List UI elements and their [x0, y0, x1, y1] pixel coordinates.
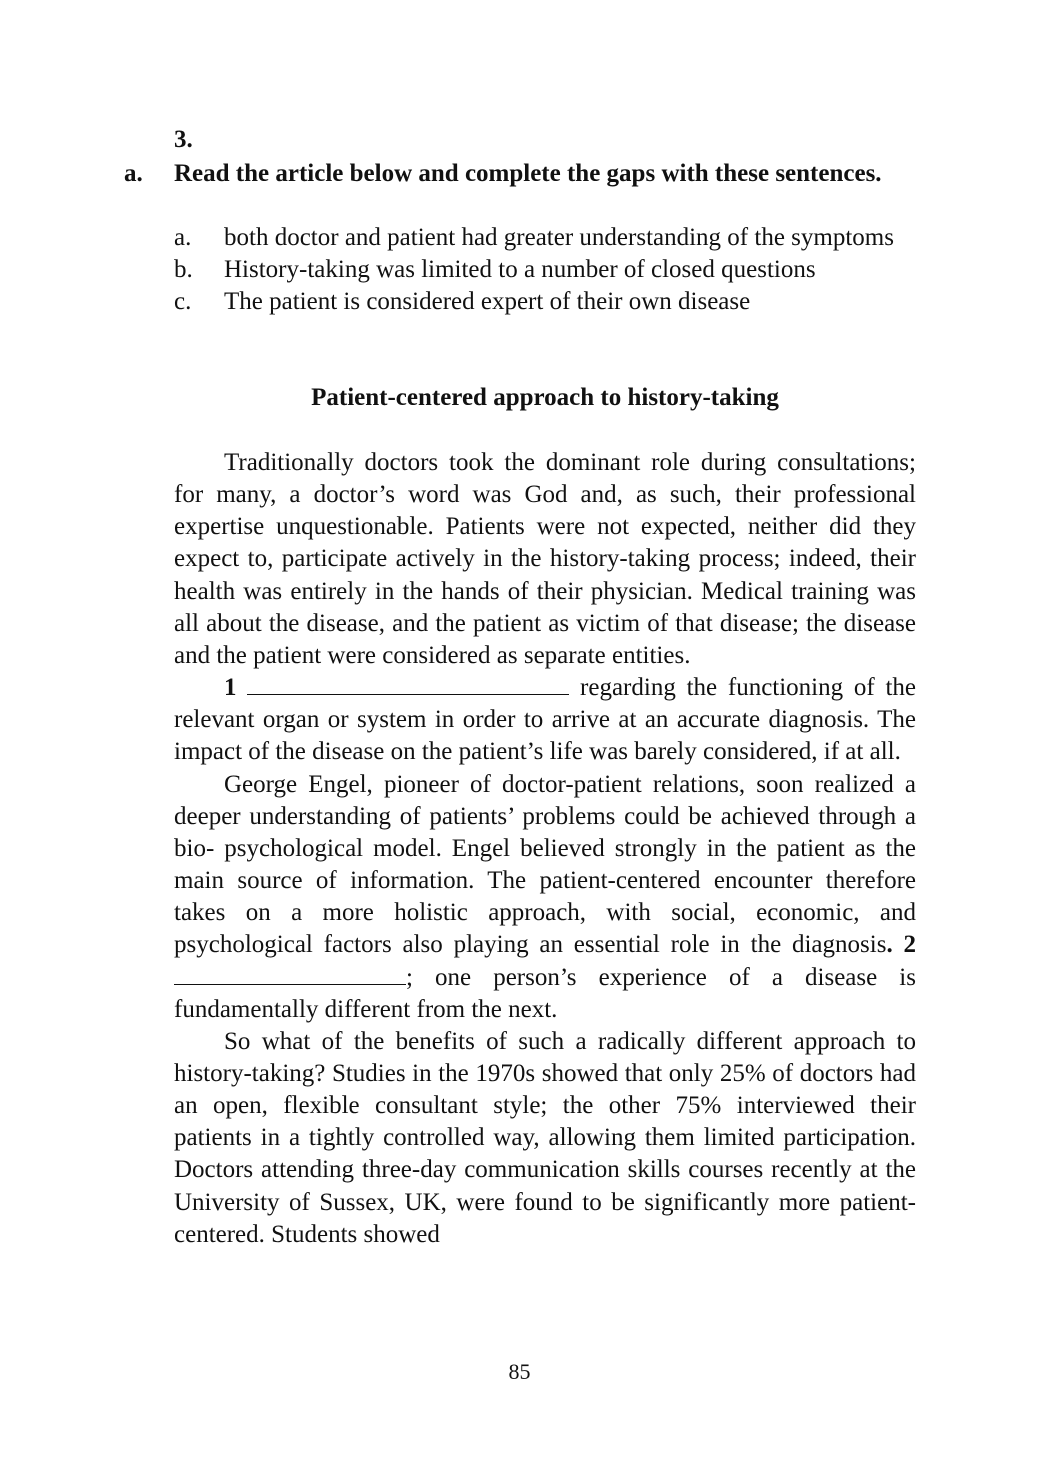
page-number: 85: [508, 1359, 531, 1384]
task-instruction-block: [124, 158, 916, 190]
option-item: [174, 286, 916, 318]
option-letter: c.: [174, 288, 192, 315]
article-title: Patient-centered approach to history-taking: [311, 384, 779, 411]
task-instruction: Read the article below and complete the gaps with these sentences.: [174, 160, 882, 187]
option-item: [174, 254, 916, 286]
gap-1-blank[interactable]: [247, 672, 569, 695]
article-paragraph-gap-1: [174, 672, 916, 768]
option-text: History-taking was limited to a number of closed questions: [224, 256, 816, 283]
sentence-options: [174, 222, 916, 318]
option-text: The patient is considered expert of their own disease: [224, 288, 751, 315]
article-text: ; one person’s experience of a disease is fundamentally different from the next.: [174, 963, 916, 1023]
article-paragraph: Traditionally doctors took the dominant role during consultations; for many, a doctor’s word was God and, as such, their professional expertise unquestionable. Patients were not expected, neither did they expect to, participate actively in the history-taking process; indeed, their health was entirely in the hands of their physician. Medical training was all about the disease, and the patient as victim of that disease; the disease and the patient were considered as separate entities.: [174, 449, 916, 669]
gap-1-number: 1: [224, 674, 237, 702]
option-item: [174, 222, 916, 254]
option-letter: a.: [174, 224, 192, 251]
article-body: [174, 447, 916, 1251]
exercise-number: 3.: [174, 126, 193, 153]
article-text: regarding the functioning of the relevant organ or system in order to arrive at an accurate diagnosis. The impact of the disease on the patient’s life was barely considered, if at all.: [174, 674, 917, 766]
gap-2-number: . 2: [886, 931, 916, 959]
article-paragraph-gap-2: [174, 769, 916, 1026]
option-letter: b.: [174, 256, 193, 283]
task-letter: a.: [124, 160, 143, 187]
option-text: both doctor and patient had greater understanding of the symptoms: [224, 224, 894, 251]
gap-2-blank[interactable]: [174, 962, 406, 985]
article-paragraph: So what of the benefits of such a radically different approach to history-taking? Studies in the 1970s showed that only 25% of doctors had an open, flexible consultant style; the other 75% interviewed their patients in a tightly controlled way, allowing them limited participation. Doctors attending three-day communication skills courses recently at the University of Sussex, UK, were found to be significantly more patient-centered. Students showed: [174, 1027, 916, 1248]
article-text: George Engel, pioneer of doctor-patient relations, soon realized a deeper understanding of patients’ problems could be achieved through a bio- psychological model. Engel believed strongly in the patient as the main source of information. The patient-centered encounter therefore takes on a more holistic approach, with social, economic, and psychological factors also playing an essential role in the diagnosis: [174, 770, 916, 959]
